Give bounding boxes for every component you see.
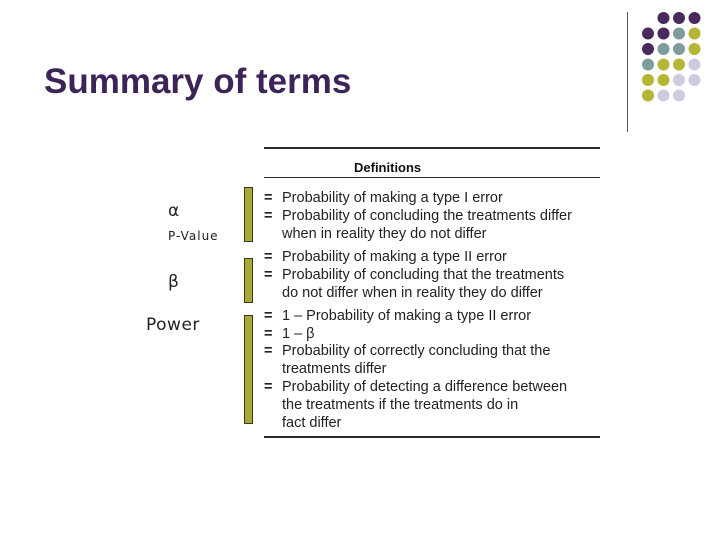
decorative-dot <box>642 90 654 102</box>
decorative-dot <box>673 59 685 71</box>
decorative-dot <box>642 74 654 86</box>
definition-line: fact differ <box>282 415 342 431</box>
decorative-dot <box>658 90 670 102</box>
decorative-dot <box>689 28 701 40</box>
definitions-header: Definitions <box>354 160 422 175</box>
term-power: Power <box>146 315 200 335</box>
definition-line: when in reality they do not differ <box>282 226 487 242</box>
definition-line: = Probability of making a type I error <box>264 190 503 206</box>
header-rule <box>264 177 600 178</box>
decorative-dot <box>658 28 670 40</box>
definition-line: = Probability of concluding the treatments differ <box>264 208 572 224</box>
decorative-dot <box>673 12 685 24</box>
definition-line: = 1 – β <box>264 326 315 342</box>
bracket-bar-beta <box>244 258 253 303</box>
definition-line: = 1 – Probability of making a type II error <box>264 308 532 324</box>
decorative-dot <box>658 12 670 24</box>
decorative-dot <box>673 74 685 86</box>
decorative-dot <box>673 43 685 55</box>
bracket-bar-alpha <box>244 187 253 242</box>
definition-line: treatments differ <box>282 361 387 377</box>
definition-line: = Probability of correctly concluding that the <box>264 343 551 359</box>
decorative-dot <box>689 59 701 71</box>
term-p-value: P-Value <box>168 229 219 243</box>
table-top-rule <box>264 147 600 149</box>
decorative-dot <box>689 12 701 24</box>
decorative-dot-grid <box>0 0 720 140</box>
decorative-dot <box>673 90 685 102</box>
bracket-bar-power <box>244 315 253 424</box>
decorative-dot <box>658 74 670 86</box>
definition-line: the treatments if the treatments do in <box>282 397 519 413</box>
decorative-dot <box>642 59 654 71</box>
decorative-dot <box>658 43 670 55</box>
term-beta: β <box>168 272 179 292</box>
slide-title: Summary of terms <box>44 62 352 101</box>
decorative-dot <box>642 28 654 40</box>
vertical-divider <box>627 12 628 132</box>
decorative-dot <box>658 59 670 71</box>
definition-line: do not differ when in reality they do differ <box>282 285 543 301</box>
definition-line: = Probability of detecting a difference between <box>264 379 568 395</box>
definition-line: = Probability of concluding that the treatments <box>264 267 565 283</box>
table-bottom-rule <box>264 436 600 438</box>
term-alpha: α <box>168 201 180 221</box>
decorative-dot <box>673 28 685 40</box>
decorative-dot <box>642 43 654 55</box>
decorative-dot <box>689 74 701 86</box>
definition-line: = Probability of making a type II error <box>264 249 507 265</box>
decorative-dot <box>689 43 701 55</box>
